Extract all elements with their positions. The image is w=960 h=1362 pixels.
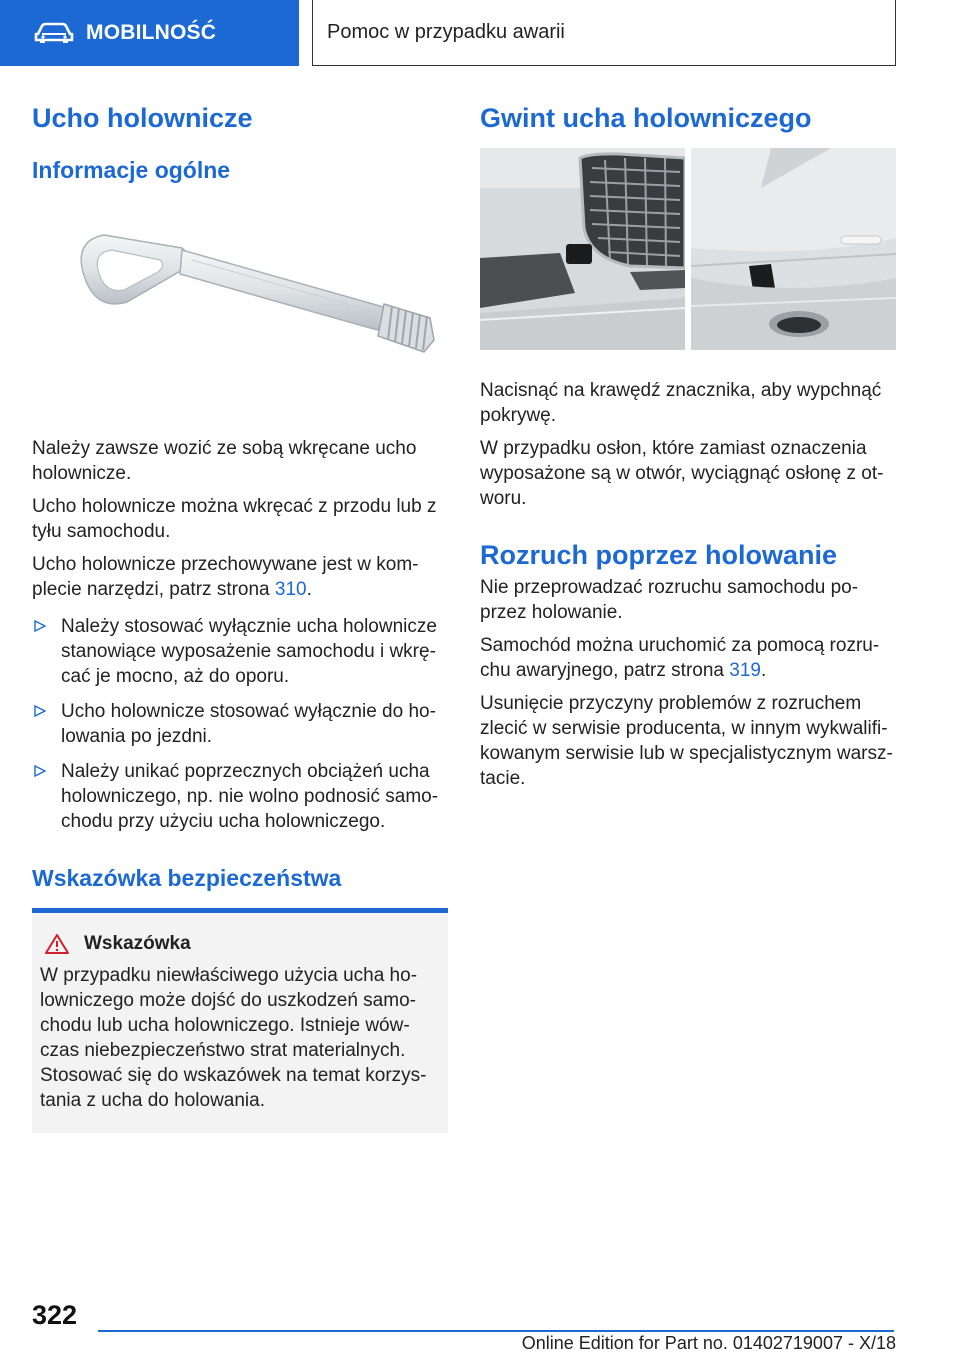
paragraph-covers-hole: W przypadku osłon, które zamiast oznaczenia wyposażone są w otwór, wyciągnąć osłonę z otworu. xyxy=(480,438,884,509)
bullet-list xyxy=(32,614,448,834)
paragraph-storage xyxy=(32,552,448,602)
bullet-triangle-icon xyxy=(34,705,46,717)
storage-text: Ucho holownicze przechowywane jest w komplecie narzędzi, patrz strona xyxy=(32,554,419,600)
rear-bumper-image xyxy=(691,148,896,350)
warning-triangle-icon xyxy=(44,933,70,955)
paragraph-service: Usunięcie przyczyny problemów z rozruchem zlecić w serwisie producenta, w innym wykwalifikowanym serwisie lub w specjalistycznym warsztacie. xyxy=(480,693,893,789)
footer-edition: Online Edition for Part no. 01402719007 - X/18 xyxy=(521,1333,896,1353)
list-item xyxy=(32,699,448,749)
left-column xyxy=(32,100,448,1133)
jump-start-text: Samochód można uruchomić za pomocą rozruchu awaryjnego, patrz strona xyxy=(480,635,880,681)
warning-header xyxy=(40,933,440,955)
towing-eye-image xyxy=(32,190,448,426)
bullet-triangle-icon xyxy=(34,620,46,632)
bullet-triangle-icon xyxy=(34,765,46,777)
front-bumper-image xyxy=(480,148,685,350)
page-title: Ucho holownicze xyxy=(32,103,253,133)
safety-heading: Wskazówka bezpieczeństwa xyxy=(32,865,342,891)
paragraph-press-edge: Nacisnąć na krawędź znacznika, aby wypchnąć pokrywę. xyxy=(480,380,882,426)
subtitle-general-info: Informacje ogólne xyxy=(32,157,231,183)
jump-start-text-end: . xyxy=(760,660,767,681)
paragraph-no-tow-start: Nie przeprowadzać rozruchu samochodu poprzez holowanie. xyxy=(480,577,859,623)
footer-divider xyxy=(98,1330,894,1332)
page-number: 322 xyxy=(32,1300,78,1330)
page-link-319[interactable]: 319 xyxy=(729,660,761,681)
paragraph-jump-start xyxy=(480,633,896,683)
warning-box xyxy=(32,908,448,1133)
bullet-text: Należy stosować wyłącznie ucha holownicze stanowiące wyposażenie samochodu i wkręcać je mocno, aż do oporu. xyxy=(61,616,437,687)
storage-text-end: . xyxy=(306,579,312,600)
bullet-text: Ucho holownicze stosować wyłącznie do holowania po jezdni. xyxy=(61,701,436,747)
bullet-text: Należy unikać poprzecznych obciążeń ucha holowniczego, np. nie wolno podnosić samochodu przy użyciu ucha holowniczego. xyxy=(61,761,439,832)
page-link-310[interactable]: 310 xyxy=(274,579,307,600)
tow-start-title: Rozruch poprzez holowanie xyxy=(480,540,838,570)
chapter-title: Pomoc w przypadku awarii xyxy=(327,21,565,43)
thread-title: Gwint ucha holowniczego xyxy=(480,103,812,133)
car-bumper-images xyxy=(480,148,896,350)
right-column xyxy=(480,100,896,799)
list-item xyxy=(32,614,448,689)
section-tab[interactable] xyxy=(0,0,299,66)
paragraph-always-carry: Należy zawsze wozić ze sobą wkręcane ucho holownicze. xyxy=(32,438,417,484)
paragraph-front-rear: Ucho holownicze można wkręcać z przodu lub z tyłu samochodu. xyxy=(32,496,437,542)
car-icon xyxy=(34,22,74,44)
chapter-title-box xyxy=(312,0,896,66)
section-title: MOBILNOŚĆ xyxy=(86,21,217,44)
list-item xyxy=(32,759,448,834)
warning-text: W przypadku niewłaściwego użycia ucha holowniczego może dojść do uszkodzeń samochodu lub ucha holowniczego. Istnieje wówczas niebezpieczeństwo strat materialnych. Stosować się do wskazówek na temat korzystania z ucha do holowania. xyxy=(40,965,427,1111)
warning-label: Wskazówka xyxy=(84,933,191,954)
